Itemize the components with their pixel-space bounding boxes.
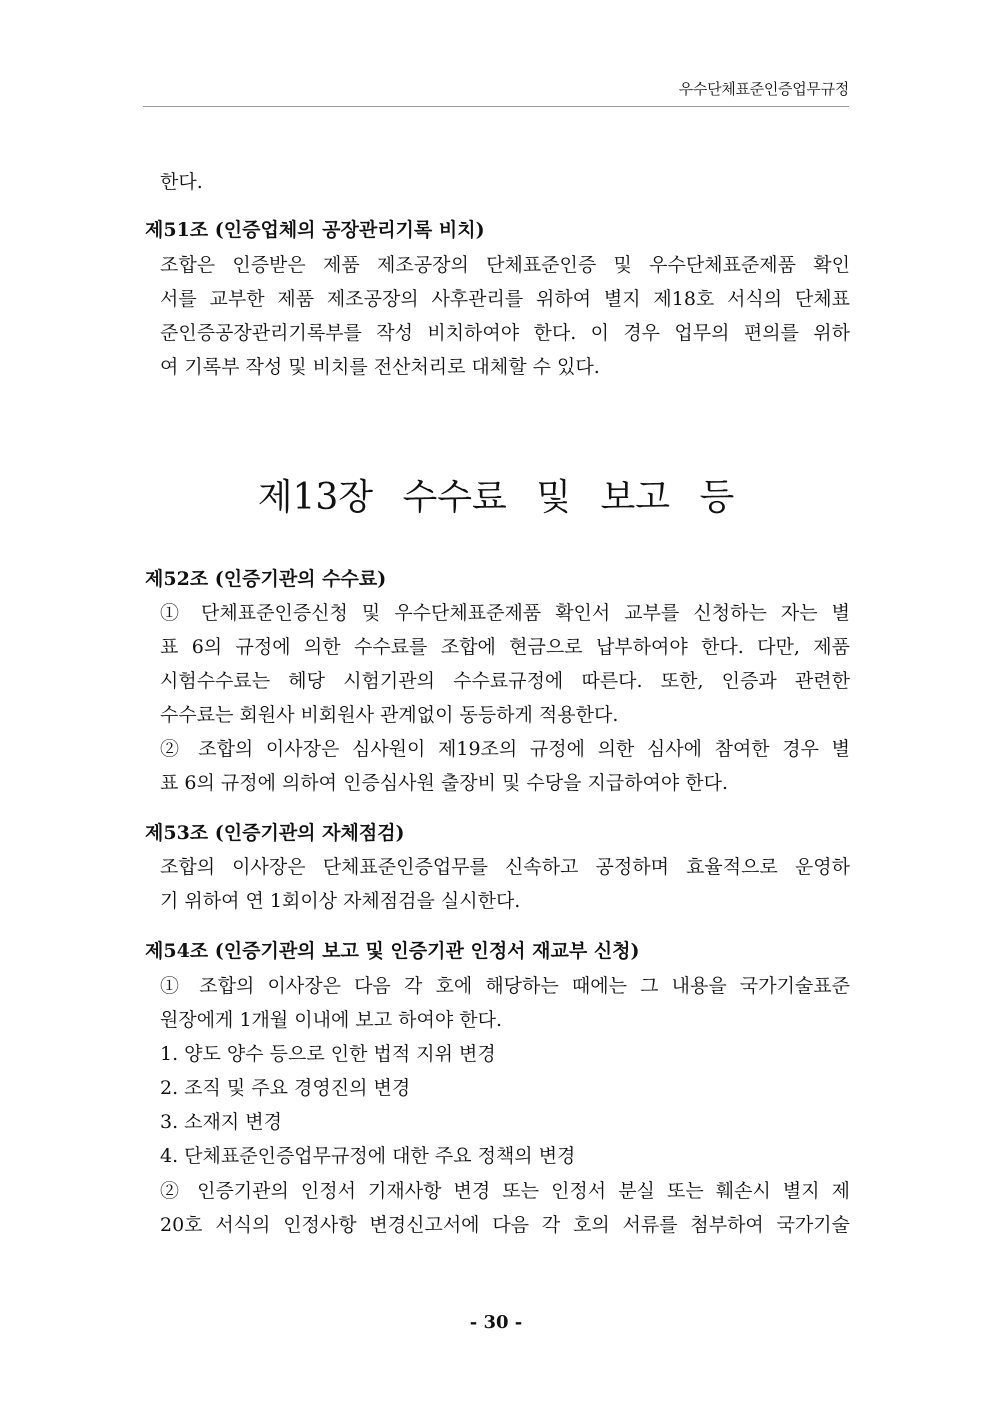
article-53-line: 조합의 이사장은 단체표준인증업무를 신속하고 공정하며 효율적으로 운영하: [160, 856, 850, 878]
running-header: 우수단체표준인증업무규정: [678, 80, 849, 98]
article-51-title: 제51조 (인증업체의 공장관리기록 비치): [145, 219, 485, 241]
article-54-title: 제54조 (인증기관의 보고 및 인증기관 인정서 재교부 신청): [145, 940, 640, 962]
article-52-line: 시험수수료는 헤당 시험기관의 수수료규정에 따른다. 또한, 인증과 관련한: [160, 670, 850, 692]
article-51-line: 준인증공장관리기록부를 작성 비치하여야 한다. 이 경우 업무의 편의를 위하: [160, 322, 850, 344]
header-divider: [143, 106, 849, 107]
article-52-title: 제52조 (인증기관의 수수료): [145, 568, 387, 590]
article-53-line: 기 위하여 연 1회이상 자체점검을 실시한다.: [160, 890, 521, 912]
article-51-line: 여 기록부 작성 및 비치를 전산처리로 대체할 수 있다.: [160, 356, 600, 378]
article-51-line: 조합은 인증받은 제품 제조공장의 단체표준인증 및 우수단체표준제품 확인: [160, 254, 850, 276]
article-54-line: 원장에게 1개월 이내에 보고 하여야 한다.: [160, 1009, 502, 1031]
article-52-line: 표 6의 규정에 의한 수수료를 조합에 현금으로 납부하여야 한다. 다만, 제품: [160, 636, 850, 658]
article-51-line: 서를 교부한 제품 제조공장의 사후관리를 위하여 별지 제18호 서식의 단체표: [160, 288, 850, 310]
article-54-item: 2. 조직 및 주요 경영진의 변경: [160, 1077, 411, 1099]
article-54-item: 3. 소재지 변경: [160, 1111, 282, 1133]
article-52-line: ① 단체표준인증신청 및 우수단체표준제품 확인서 교부를 신청하는 자는 별: [160, 602, 850, 624]
article-54-item: 4. 단체표준인증업무규정에 대한 주요 정책의 변경: [160, 1145, 576, 1167]
article-54-line: ② 인증기관의 인정서 기재사항 변경 또는 인정서 분실 또는 훼손시 별지 제: [160, 1180, 850, 1202]
chapter-title: 제13장 수수료 및 보고 등: [257, 477, 735, 518]
continuation-text: 한다.: [160, 171, 203, 193]
article-54-item: 1. 양도 양수 등으로 인한 법적 지위 변경: [160, 1043, 496, 1065]
article-52-line: 표 6의 규정에 의하여 인증심사원 출장비 및 수당을 지급하여야 한다.: [160, 772, 729, 794]
page-number: - 30 -: [469, 1312, 523, 1333]
article-52-line: ② 조합의 이사장은 심사원이 제19조의 규정에 의한 심사에 참여한 경우 별: [160, 738, 850, 760]
article-53-title: 제53조 (인증기관의 자체점검): [145, 822, 405, 844]
article-54-line: ① 조합의 이사장은 다음 각 호에 해당하는 때에는 그 내용을 국가기술표준: [160, 975, 850, 997]
article-52-line: 수수료는 회원사 비회원사 관계없이 동등하게 적용한다.: [160, 704, 619, 726]
article-54-line: 20호 서식의 인정사항 변경신고서에 다음 각 호의 서류를 첨부하여 국가기술: [160, 1214, 850, 1236]
